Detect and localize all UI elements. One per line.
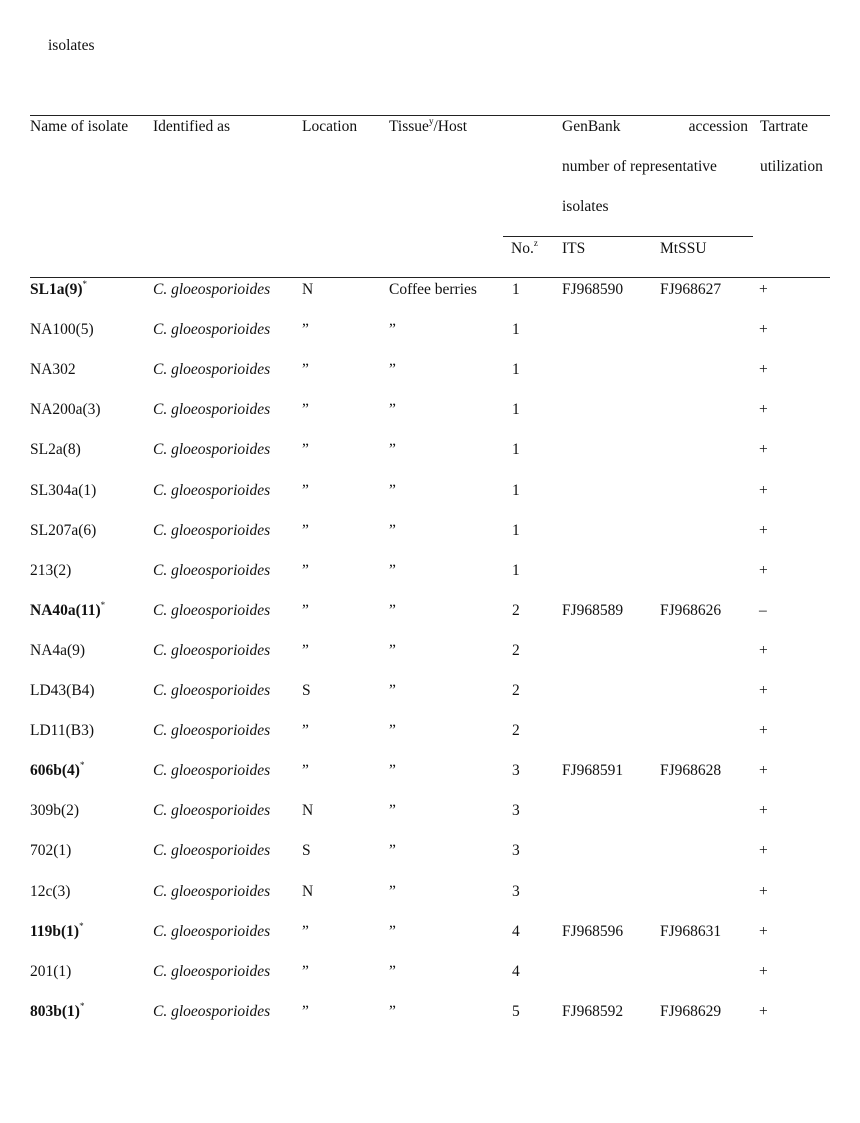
- no-cell: 3: [512, 842, 520, 859]
- species-name: C. gloeosporioides: [153, 441, 271, 458]
- header-tartrate-line1: Tartrate: [760, 118, 808, 135]
- isolate-name-text: 119b(1): [30, 923, 80, 940]
- no-cell: 2: [512, 642, 520, 659]
- tartrate-cell: –: [759, 602, 767, 619]
- location-cell: ”: [302, 522, 309, 539]
- header-tissue-footnote: y: [428, 115, 434, 126]
- species-name: C. gloeosporioides: [153, 482, 271, 499]
- species-name: C. gloeosporioides: [153, 963, 271, 980]
- no-cell: 1: [512, 281, 520, 298]
- header-identified-as: Identified as: [153, 118, 231, 135]
- representative-marker: *: [79, 1000, 85, 1011]
- isolate-name: [30, 321, 94, 339]
- tartrate-cell: +: [759, 482, 768, 499]
- header-bottom-rule: [30, 277, 830, 278]
- location-cell: ”: [302, 963, 309, 980]
- species-name: C. gloeosporioides: [153, 722, 271, 739]
- isolate-name: [30, 759, 85, 780]
- no-cell: 1: [512, 401, 520, 418]
- header-no-label: No.: [511, 240, 534, 257]
- isolate-name-text: LD11(B3): [30, 722, 94, 739]
- header-genbank-line1: [562, 118, 748, 136]
- no-cell: 1: [512, 441, 520, 458]
- location-cell: ”: [302, 441, 309, 458]
- isolate-name: [30, 522, 96, 540]
- tartrate-cell: +: [759, 1003, 768, 1020]
- no-cell: 2: [512, 682, 520, 699]
- tartrate-cell: +: [759, 802, 768, 819]
- location-cell: ”: [302, 401, 309, 418]
- no-cell: 4: [512, 963, 520, 980]
- header-accession-word: accession: [688, 118, 748, 135]
- isolate-name-text: NA40a(11): [30, 602, 101, 619]
- header-genbank-word: GenBank: [562, 118, 621, 135]
- no-cell: 2: [512, 602, 520, 619]
- isolate-name-text: SL207a(6): [30, 522, 97, 539]
- isolate-name-text: 201(1): [30, 963, 72, 980]
- species-name: C. gloeosporioides: [153, 281, 271, 298]
- header-tissue-host: [389, 115, 468, 136]
- tissue-host-cell: Coffee berries: [389, 281, 477, 298]
- location-cell: ”: [302, 923, 309, 940]
- location-cell: S: [302, 682, 311, 699]
- isolate-name: [30, 920, 84, 941]
- location-cell: N: [302, 883, 314, 900]
- tissue-host-cell: ”: [389, 401, 396, 418]
- header-tartrate-line2: utilization: [760, 158, 823, 175]
- isolate-name: [30, 278, 88, 299]
- isolate-name: [30, 802, 79, 820]
- tartrate-cell: +: [759, 441, 768, 458]
- location-cell: ”: [302, 321, 309, 338]
- no-cell: 1: [512, 522, 520, 539]
- tissue-host-cell: ”: [389, 923, 396, 940]
- its-accession: FJ968596: [562, 923, 624, 940]
- isolate-name-text: NA200a(3): [30, 401, 101, 418]
- tissue-host-cell: ”: [389, 842, 396, 859]
- tartrate-cell: +: [759, 642, 768, 659]
- species-name: C. gloeosporioides: [153, 802, 271, 819]
- isolate-name-text: NA302: [30, 361, 76, 378]
- no-cell: 3: [512, 883, 520, 900]
- mtssu-accession: FJ968628: [660, 762, 722, 779]
- tissue-host-cell: ”: [389, 361, 396, 378]
- location-cell: ”: [302, 602, 309, 619]
- mtssu-accession: FJ968626: [660, 602, 722, 619]
- species-name: C. gloeosporioides: [153, 682, 271, 699]
- representative-marker: *: [100, 599, 106, 610]
- representative-marker: *: [79, 759, 85, 770]
- isolate-name-text: NA100(5): [30, 321, 94, 338]
- no-cell: 1: [512, 361, 520, 378]
- tartrate-cell: +: [759, 722, 768, 739]
- mtssu-accession: FJ968629: [660, 1003, 722, 1020]
- location-cell: ”: [302, 562, 309, 579]
- isolate-name: [30, 842, 71, 860]
- isolate-name: [30, 642, 85, 660]
- table-caption: isolates: [48, 37, 95, 54]
- header-tissue-label: Tissue: [389, 118, 429, 135]
- tissue-host-cell: ”: [389, 562, 396, 579]
- mtssu-accession: FJ968627: [660, 281, 722, 298]
- mtssu-accession: FJ968631: [660, 923, 722, 940]
- tartrate-cell: +: [759, 401, 768, 418]
- header-no: [511, 237, 538, 258]
- header-location: Location: [302, 118, 358, 135]
- tissue-host-cell: ”: [389, 762, 396, 779]
- tartrate-cell: +: [759, 883, 768, 900]
- species-name: C. gloeosporioides: [153, 842, 271, 859]
- tissue-host-cell: ”: [389, 682, 396, 699]
- species-name: C. gloeosporioides: [153, 762, 271, 779]
- isolate-name: [30, 883, 70, 901]
- no-cell: 2: [512, 722, 520, 739]
- isolate-name-text: 702(1): [30, 842, 72, 859]
- isolate-name: [30, 361, 76, 379]
- isolate-name-text: SL1a(9): [30, 281, 83, 298]
- isolate-name: [30, 482, 96, 500]
- isolate-name: [30, 599, 106, 620]
- tartrate-cell: +: [759, 562, 768, 579]
- isolate-name: [30, 562, 71, 580]
- tartrate-cell: +: [759, 361, 768, 378]
- tissue-host-cell: ”: [389, 602, 396, 619]
- tissue-host-cell: ”: [389, 722, 396, 739]
- tissue-host-cell: ”: [389, 963, 396, 980]
- species-name: C. gloeosporioides: [153, 923, 271, 940]
- tissue-host-cell: ”: [389, 1003, 396, 1020]
- isolate-name: [30, 441, 81, 459]
- tissue-host-cell: ”: [389, 441, 396, 458]
- isolate-name: [30, 682, 95, 700]
- species-name: C. gloeosporioides: [153, 361, 271, 378]
- location-cell: ”: [302, 361, 309, 378]
- location-cell: ”: [302, 722, 309, 739]
- its-accession: FJ968590: [562, 281, 624, 298]
- species-name: C. gloeosporioides: [153, 321, 271, 338]
- isolate-name-text: 803b(1): [30, 1003, 80, 1020]
- its-accession: FJ968592: [562, 1003, 624, 1020]
- isolate-name-text: SL304a(1): [30, 482, 97, 499]
- species-name: C. gloeosporioides: [153, 562, 271, 579]
- location-cell: N: [302, 281, 314, 298]
- tartrate-cell: +: [759, 321, 768, 338]
- representative-marker: *: [79, 920, 84, 931]
- no-cell: 5: [512, 1003, 520, 1020]
- tartrate-cell: +: [759, 923, 768, 940]
- isolate-name-text: LD43(B4): [30, 682, 95, 699]
- tissue-host-cell: ”: [389, 802, 396, 819]
- header-mtssu: MtSSU: [660, 240, 707, 257]
- isolate-name: [30, 963, 71, 981]
- species-name: C. gloeosporioides: [153, 602, 271, 619]
- species-name: C. gloeosporioides: [153, 883, 271, 900]
- no-cell: 3: [512, 762, 520, 779]
- tartrate-cell: +: [759, 682, 768, 699]
- isolate-name: [30, 1000, 85, 1021]
- tissue-host-cell: ”: [389, 482, 396, 499]
- tartrate-cell: +: [759, 842, 768, 859]
- no-cell: 1: [512, 321, 520, 338]
- location-cell: ”: [302, 642, 309, 659]
- header-genbank-line2: number of representative: [562, 158, 717, 175]
- isolate-name: [30, 722, 94, 740]
- isolate-name-text: 606b(4): [30, 762, 80, 779]
- isolate-name-text: SL2a(8): [30, 441, 81, 458]
- its-accession: FJ968589: [562, 602, 624, 619]
- species-name: C. gloeosporioides: [153, 1003, 271, 1020]
- no-cell: 1: [512, 562, 520, 579]
- representative-marker: *: [82, 278, 88, 289]
- header-host-label: /Host: [433, 118, 468, 135]
- tissue-host-cell: ”: [389, 321, 396, 338]
- tartrate-cell: +: [759, 762, 768, 779]
- species-name: C. gloeosporioides: [153, 522, 271, 539]
- location-cell: ”: [302, 482, 309, 499]
- isolate-name-text: 309b(2): [30, 802, 80, 819]
- its-accession: FJ968591: [562, 762, 624, 779]
- header-its: ITS: [562, 240, 586, 257]
- location-cell: ”: [302, 1003, 309, 1020]
- no-cell: 4: [512, 923, 520, 940]
- isolate-name: [30, 401, 101, 419]
- isolate-name-text: 12c(3): [30, 883, 71, 900]
- tissue-host-cell: ”: [389, 883, 396, 900]
- isolate-name-text: NA4a(9): [30, 642, 86, 659]
- species-name: C. gloeosporioides: [153, 642, 271, 659]
- location-cell: S: [302, 842, 311, 859]
- header-no-footnote: z: [533, 237, 538, 248]
- tartrate-cell: +: [759, 963, 768, 980]
- tissue-host-cell: ”: [389, 642, 396, 659]
- tartrate-cell: +: [759, 281, 768, 298]
- location-cell: ”: [302, 762, 309, 779]
- no-cell: 1: [512, 482, 520, 499]
- species-name: C. gloeosporioides: [153, 401, 271, 418]
- isolate-name-text: 213(2): [30, 562, 72, 579]
- header-genbank-sub-rule: [503, 236, 753, 237]
- tissue-host-cell: ”: [389, 522, 396, 539]
- location-cell: N: [302, 802, 314, 819]
- header-name-of-isolate: Name of isolate: [30, 118, 129, 135]
- header-genbank-line3: isolates: [562, 198, 609, 215]
- tartrate-cell: +: [759, 522, 768, 539]
- no-cell: 3: [512, 802, 520, 819]
